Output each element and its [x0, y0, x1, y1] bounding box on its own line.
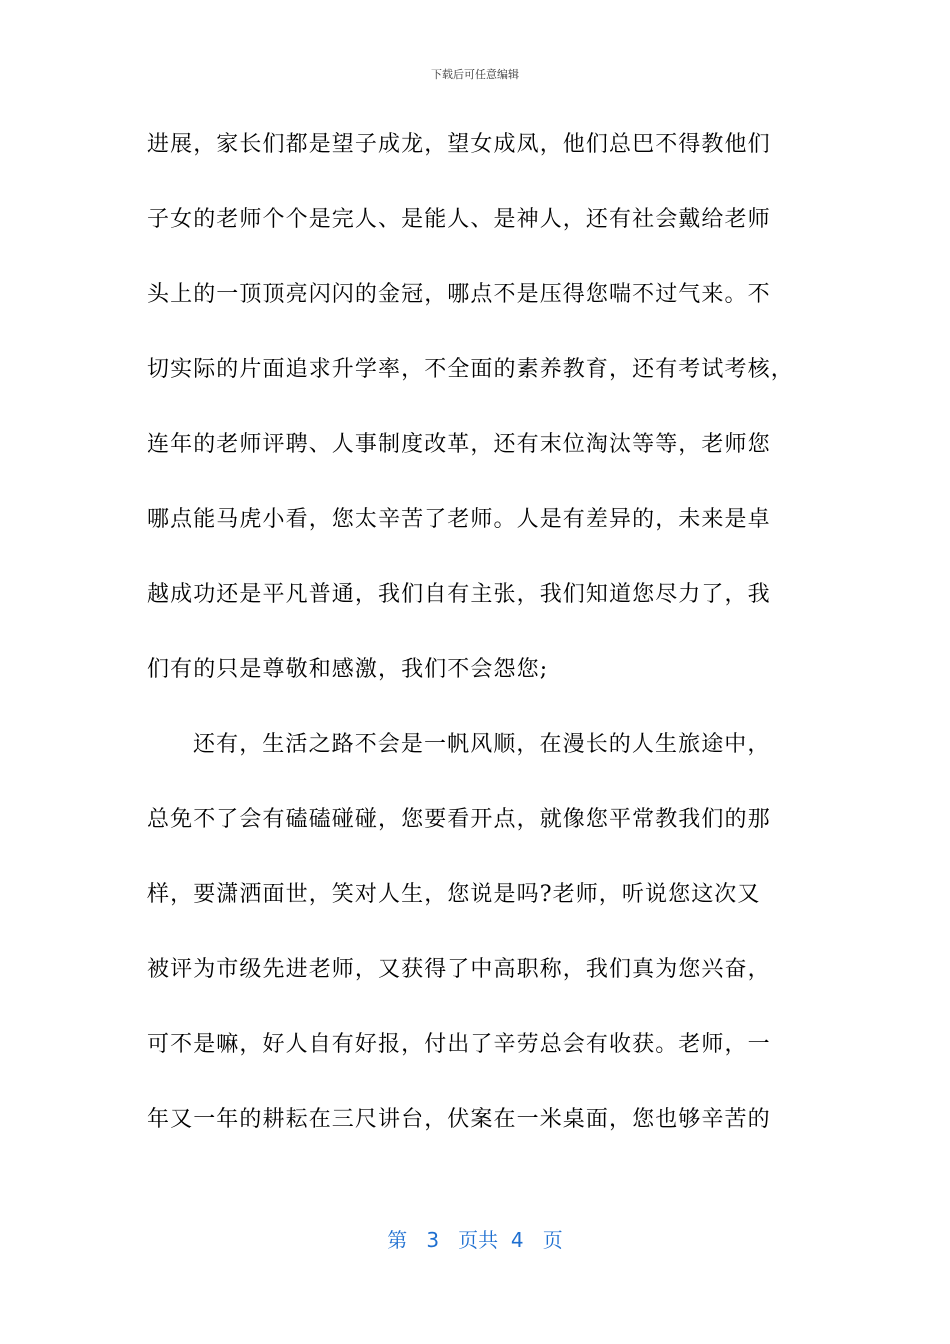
header-note: 下载后可任意编辑 [431, 68, 519, 81]
footer-middle: 页共 [458, 1228, 499, 1252]
text-line: 头上的一顶顶亮闪闪的金冠，哪点不是压得您喘不过气来。不 [147, 282, 771, 307]
page-number-footer [0, 1224, 950, 1253]
text-line: 总免不了会有磕磕碰碰，您要看开点，就像您平常教我们的那 [147, 807, 771, 832]
text-line: 可不是嘛，好人自有好报，付出了辛劳总会有收获。老师，一 [147, 1032, 771, 1057]
current-page-number: 3 [426, 1228, 440, 1252]
text-line: 连年的老师评聘、人事制度改革，还有末位淘汰等等，老师您 [147, 432, 771, 457]
footer-suffix: 页 [542, 1228, 563, 1252]
text-line: 越成功还是平凡普通，我们自有主张，我们知道您尽力了，我 [147, 582, 771, 607]
text-line: 年又一年的耕耘在三尺讲台，伏案在一米桌面，您也够辛苦的 [147, 1107, 771, 1132]
text-line: 们有的只是尊敬和感激，我们不会怨您; [147, 657, 549, 682]
paragraph-first-line: 还有，生活之路不会是一帆风顺，在漫长的人生旅途中， [193, 732, 771, 757]
text-line: 子女的老师个个是完人、是能人、是神人，还有社会戴给老师 [147, 207, 771, 232]
text-line: 进展，家长们都是望子成龙，望女成凤，他们总巴不得教他们 [147, 132, 771, 157]
footer-prefix: 第 [387, 1228, 408, 1252]
text-line: 切实际的片面追求升学率，不全面的素养教育，还有考试考核， [147, 357, 794, 382]
text-line: 被评为市级先进老师，又获得了中高职称，我们真为您兴奋， [147, 957, 771, 982]
text-line: 样，要潇洒面世，笑对人生，您说是吗?老师，听说您这次又 [147, 882, 761, 907]
total-pages-number: 4 [510, 1228, 524, 1252]
text-line: 哪点能马虎小看，您太辛苦了老师。人是有差异的，未来是卓 [147, 507, 771, 532]
